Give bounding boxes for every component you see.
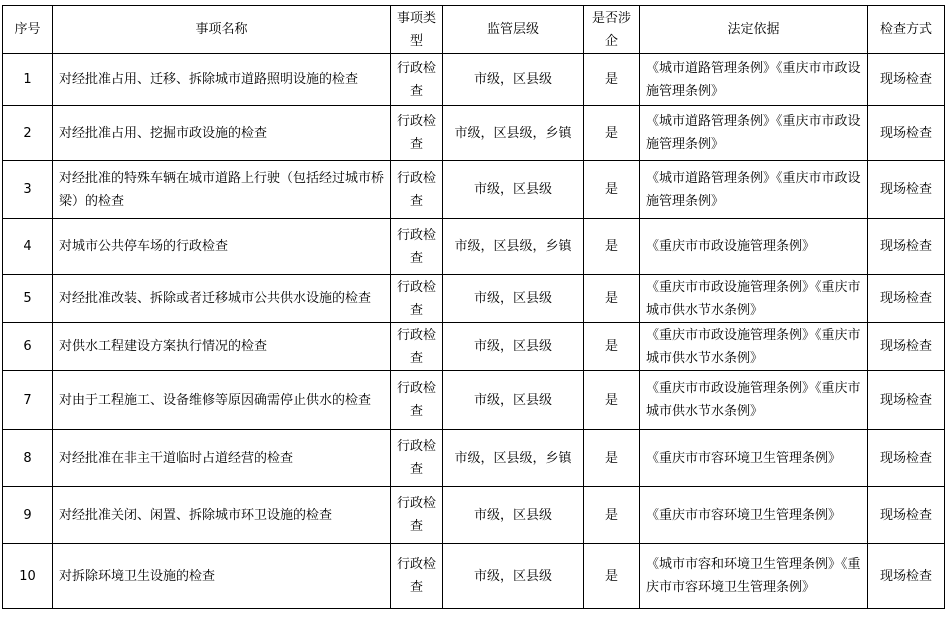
cell-level: 市级，区县级: [443, 275, 584, 323]
cell-seq: 6: [3, 323, 53, 371]
cell-seq: 8: [3, 430, 53, 487]
inspection-items-table: [2, 5, 945, 609]
cell-enterprise: 是: [584, 430, 640, 487]
table-row: [3, 161, 945, 219]
cell-enterprise: 是: [584, 371, 640, 430]
header-name: 事项名称: [53, 6, 391, 54]
cell-method: 现场检查: [868, 161, 945, 219]
cell-law: 《城市道路管理条例》《重庆市市政设施管理条例》: [640, 106, 868, 161]
cell-level: 市级，区县级: [443, 544, 584, 609]
cell-seq: 5: [3, 275, 53, 323]
cell-type: 行政检查: [391, 54, 443, 106]
cell-type: 行政检查: [391, 430, 443, 487]
cell-method: 现场检查: [868, 106, 945, 161]
header-seq: 序号: [3, 6, 53, 54]
cell-enterprise: 是: [584, 54, 640, 106]
cell-level: 市级，区县级: [443, 371, 584, 430]
cell-name: 对经批准在非主干道临时占道经营的检查: [53, 430, 391, 487]
cell-seq: 9: [3, 487, 53, 544]
cell-law: 《城市道路管理条例》《重庆市市政设施管理条例》: [640, 161, 868, 219]
cell-law: 《城市道路管理条例》《重庆市市政设施管理条例》: [640, 54, 868, 106]
table-body: [3, 54, 945, 609]
cell-type: 行政检查: [391, 161, 443, 219]
cell-seq: 4: [3, 219, 53, 275]
cell-name: 对城市公共停车场的行政检查: [53, 219, 391, 275]
cell-enterprise: 是: [584, 106, 640, 161]
cell-name: 对拆除环境卫生设施的检查: [53, 544, 391, 609]
header-law: 法定依据: [640, 6, 868, 54]
cell-type: 行政检查: [391, 544, 443, 609]
cell-seq: 2: [3, 106, 53, 161]
header-level: 监管层级: [443, 6, 584, 54]
cell-name: 对经批准改装、拆除或者迁移城市公共供水设施的检查: [53, 275, 391, 323]
cell-method: 现场检查: [868, 54, 945, 106]
cell-name: 对供水工程建设方案执行情况的检查: [53, 323, 391, 371]
cell-name: 对由于工程施工、设备维修等原因确需停止供水的检查: [53, 371, 391, 430]
cell-enterprise: 是: [584, 275, 640, 323]
cell-name: 对经批准占用、迁移、拆除城市道路照明设施的检查: [53, 54, 391, 106]
cell-type: 行政检查: [391, 275, 443, 323]
cell-method: 现场检查: [868, 487, 945, 544]
table-row: [3, 275, 945, 323]
cell-law: 《重庆市市容环境卫生管理条例》: [640, 430, 868, 487]
cell-enterprise: 是: [584, 219, 640, 275]
cell-enterprise: 是: [584, 544, 640, 609]
cell-name: 对经批准关闭、闲置、拆除城市环卫设施的检查: [53, 487, 391, 544]
header-type: 事项类型: [391, 6, 443, 54]
cell-level: 市级，区县级: [443, 54, 584, 106]
cell-level: 市级，区县级，乡镇: [443, 219, 584, 275]
header-method: 检查方式: [868, 6, 945, 54]
table-row: [3, 430, 945, 487]
cell-level: 市级，区县级，乡镇: [443, 106, 584, 161]
cell-seq: 3: [3, 161, 53, 219]
table-row: [3, 219, 945, 275]
cell-level: 市级，区县级: [443, 487, 584, 544]
table-row: [3, 323, 945, 371]
cell-method: 现场检查: [868, 275, 945, 323]
cell-level: 市级，区县级: [443, 161, 584, 219]
cell-type: 行政检查: [391, 487, 443, 544]
cell-seq: 10: [3, 544, 53, 609]
cell-level: 市级，区县级，乡镇: [443, 430, 584, 487]
cell-enterprise: 是: [584, 161, 640, 219]
cell-law: 《重庆市市容环境卫生管理条例》: [640, 487, 868, 544]
table-row: [3, 106, 945, 161]
cell-seq: 7: [3, 371, 53, 430]
cell-law: 《重庆市市政设施管理条例》《重庆市城市供水节水条例》: [640, 323, 868, 371]
cell-type: 行政检查: [391, 371, 443, 430]
table-row: [3, 371, 945, 430]
table-row: [3, 487, 945, 544]
cell-seq: 1: [3, 54, 53, 106]
cell-law: 《重庆市市政设施管理条例》《重庆市城市供水节水条例》: [640, 371, 868, 430]
cell-enterprise: 是: [584, 487, 640, 544]
table-row: [3, 544, 945, 609]
cell-method: 现场检查: [868, 323, 945, 371]
cell-method: 现场检查: [868, 219, 945, 275]
header-enterprise: 是否涉企: [584, 6, 640, 54]
cell-type: 行政检查: [391, 106, 443, 161]
cell-method: 现场检查: [868, 544, 945, 609]
table-row: [3, 54, 945, 106]
cell-method: 现场检查: [868, 430, 945, 487]
cell-type: 行政检查: [391, 219, 443, 275]
cell-name: 对经批准的特殊车辆在城市道路上行驶（包括经过城市桥梁）的检查: [53, 161, 391, 219]
cell-level: 市级，区县级: [443, 323, 584, 371]
cell-law: 《城市市容和环境卫生管理条例》《重庆市市容环境卫生管理条例》: [640, 544, 868, 609]
cell-law: 《重庆市市政设施管理条例》《重庆市城市供水节水条例》: [640, 275, 868, 323]
cell-method: 现场检查: [868, 371, 945, 430]
cell-type: 行政检查: [391, 323, 443, 371]
cell-law: 《重庆市市政设施管理条例》: [640, 219, 868, 275]
cell-name: 对经批准占用、挖掘市政设施的检查: [53, 106, 391, 161]
cell-enterprise: 是: [584, 323, 640, 371]
table-header-row: [3, 6, 945, 54]
